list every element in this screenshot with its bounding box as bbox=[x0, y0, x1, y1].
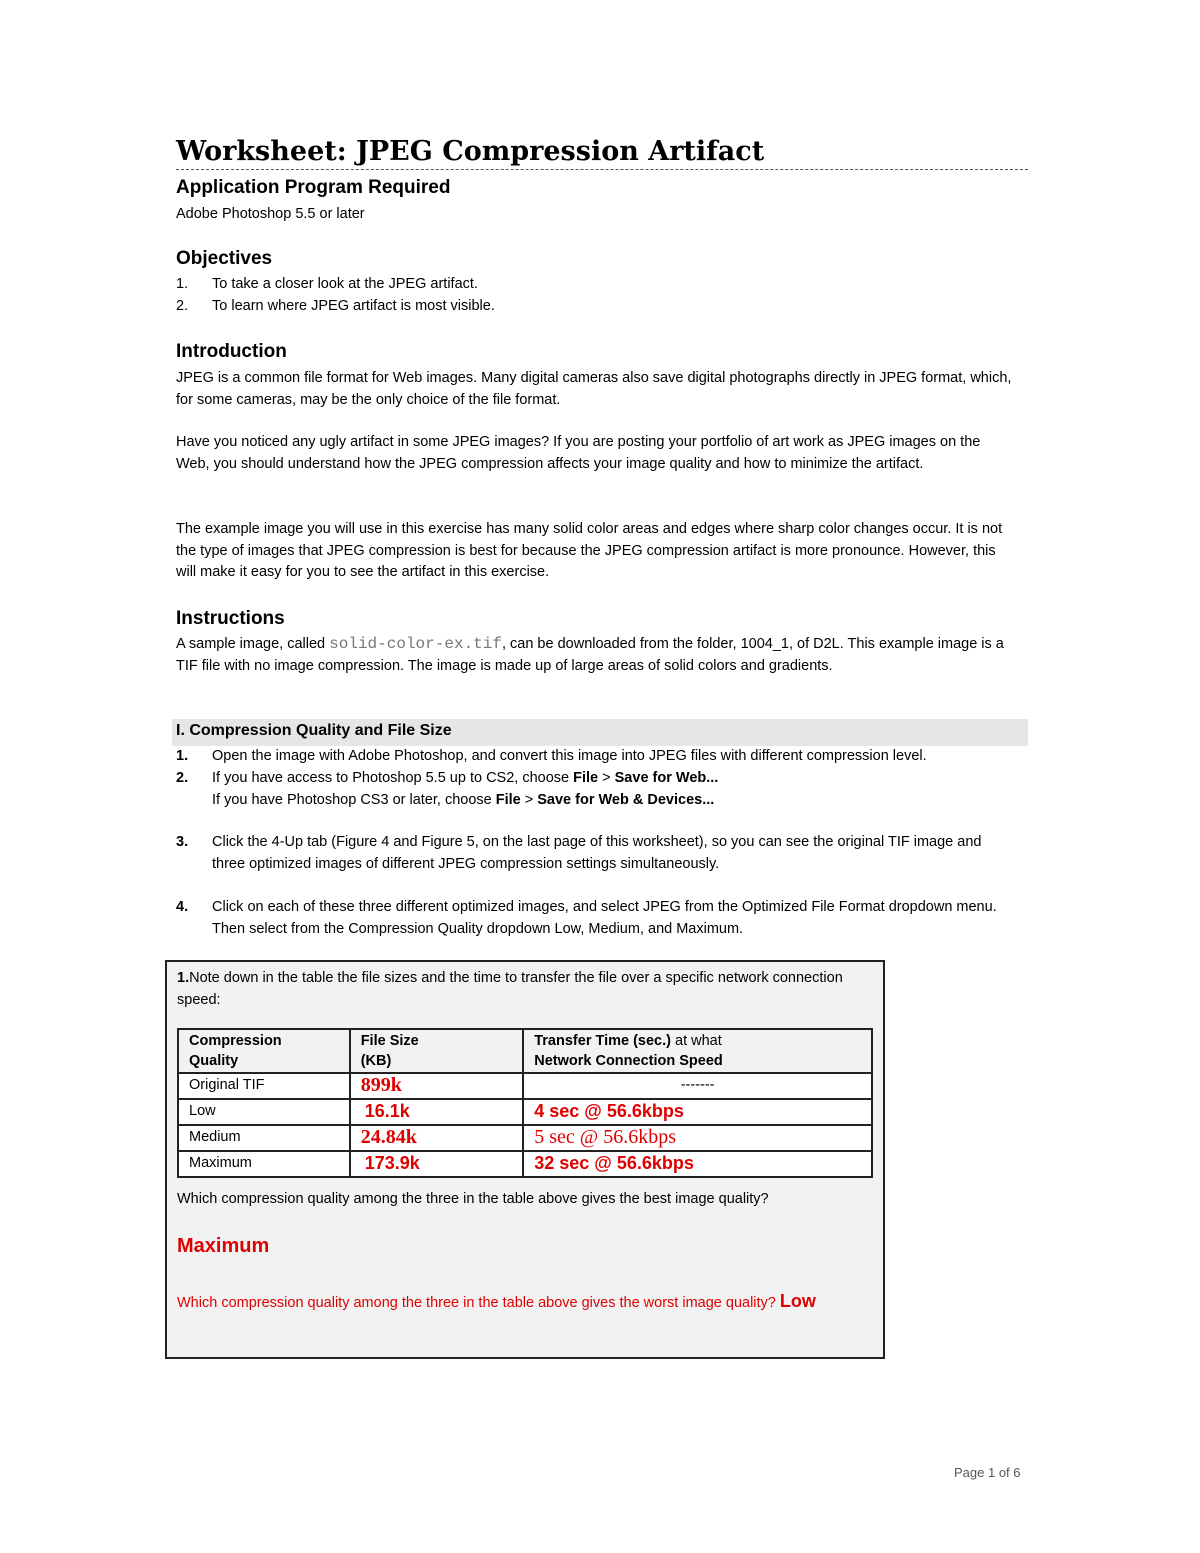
time-answer: 5 sec @ 56.6kbps bbox=[534, 1126, 676, 1148]
size-cell bbox=[350, 1151, 524, 1177]
question-number: 1. bbox=[177, 970, 190, 986]
table-row bbox=[178, 1125, 872, 1151]
quality-cell: Low bbox=[178, 1099, 350, 1125]
table-row bbox=[178, 1151, 872, 1177]
intro-paragraph: Have you noticed any ugly artifact in some JPEG images? If you are posting your portfolio of art work as JPEG images on the Web, you should understand how the JPEG compression affects your image quality and how to minimize the artifact. bbox=[176, 434, 981, 472]
time-cell bbox=[523, 1099, 872, 1125]
size-answer: 24.84k bbox=[360, 1126, 417, 1148]
time-cell bbox=[523, 1151, 872, 1177]
quality-cell: Original TIF bbox=[178, 1073, 350, 1099]
table-header-row bbox=[178, 1029, 872, 1073]
quality-cell: Maximum bbox=[178, 1151, 350, 1177]
objective-number: 2. bbox=[176, 298, 189, 314]
instructions-heading: Instructions bbox=[176, 608, 285, 629]
answer-worst: Low bbox=[779, 1291, 816, 1311]
menu-save-for-web: Save for Web... bbox=[614, 770, 719, 786]
objective-text: To learn where JPEG artifact is most visible. bbox=[212, 298, 495, 314]
time-answer: 32 sec @ 56.6kbps bbox=[534, 1153, 694, 1173]
step-number: 1. bbox=[176, 748, 189, 764]
step-text: Click on each of these three different optimized images, and select JPEG from the Optimized File Format dropdown menu. Then select from the Compression Quality dropdown Low, Medium, and Maximum. bbox=[212, 899, 997, 937]
header-text: File Size bbox=[360, 1033, 419, 1049]
table-row bbox=[178, 1073, 872, 1099]
header-cell bbox=[178, 1029, 350, 1073]
objective-text: To take a closer look at the JPEG artifact. bbox=[212, 276, 478, 292]
step-text-part: > bbox=[520, 791, 538, 808]
worksheet-title: Worksheet: JPEG Compression Artifact bbox=[176, 136, 1028, 170]
header-text: (KB) bbox=[360, 1053, 392, 1069]
header-text: Network Connection Speed bbox=[534, 1053, 723, 1069]
time-answer: 4 sec @ 56.6kbps bbox=[534, 1101, 684, 1121]
app-program-heading: Application Program Required bbox=[176, 177, 451, 198]
header-text: Transfer Time (sec.) bbox=[534, 1033, 671, 1049]
header-cell bbox=[523, 1029, 872, 1073]
instructions-paragraph bbox=[176, 634, 1016, 677]
intro-paragraph: The example image you will use in this exercise has many solid color areas and edges where sharp color changes occur. It is not the type of images that JPEG compression is best for because the JPEG compression artifact is more pronounce. However, this will make it easy for you to see the artifact in this exercise. bbox=[176, 521, 1003, 580]
section-title: I. Compression Quality and File Size bbox=[176, 722, 452, 739]
time-cell: ------- bbox=[523, 1073, 872, 1099]
introduction-heading: Introduction bbox=[176, 341, 287, 362]
step-number: 2. bbox=[176, 770, 189, 786]
menu-save-for-web-devices: Save for Web & Devices... bbox=[537, 791, 715, 808]
time-cell bbox=[523, 1125, 872, 1151]
size-answer: 16.1k bbox=[364, 1101, 410, 1121]
results-table bbox=[177, 1028, 873, 1178]
question-worst bbox=[177, 1291, 867, 1315]
header-cell bbox=[350, 1029, 524, 1073]
objectives-heading: Objectives bbox=[176, 248, 273, 269]
question-best: Which compression quality among the three in the table above gives the best image quality? bbox=[177, 1191, 769, 1207]
question-box bbox=[165, 960, 885, 1359]
quality-cell: Medium bbox=[178, 1125, 350, 1151]
instructions-text: , can be downloaded from the folder, 1004_1, of D2L. This example image is a TIF file with no image compression. The image is made up of large areas of solid colors and gradients. bbox=[176, 636, 1004, 674]
objective-number: 1. bbox=[176, 276, 189, 292]
app-program-text: Adobe Photoshop 5.5 or later bbox=[176, 206, 365, 222]
menu-file: File bbox=[495, 791, 521, 808]
step-number: 4. bbox=[176, 899, 189, 915]
size-cell bbox=[350, 1099, 524, 1125]
size-answer: 899k bbox=[360, 1074, 402, 1096]
step-text-part: > bbox=[598, 770, 615, 786]
size-cell bbox=[350, 1125, 524, 1151]
table-row bbox=[178, 1099, 872, 1125]
step-text: Click the 4-Up tab (Figure 4 and Figure 5, on the last page of this worksheet), so you can see the original TIF image and three optimized images of different JPEG compression settings simultaneously. bbox=[212, 834, 982, 872]
instructions-text: A sample image, called bbox=[176, 636, 330, 652]
step-number: 3. bbox=[176, 834, 189, 850]
size-cell bbox=[350, 1073, 524, 1099]
header-text: Compression bbox=[189, 1033, 282, 1049]
header-text: Quality bbox=[189, 1053, 239, 1069]
step-text: Open the image with Adobe Photoshop, and convert this image into JPEG files with different compression level. bbox=[212, 748, 927, 764]
header-text: at what bbox=[670, 1033, 722, 1049]
sample-filename: solid-color-ex.tif bbox=[329, 635, 502, 653]
question-intro bbox=[177, 968, 867, 1011]
page-number: Page 1 of 6 bbox=[954, 1465, 1021, 1480]
question-text: Note down in the table the file sizes and the time to transfer the file over a specific network connection speed: bbox=[177, 970, 843, 1008]
section-bar bbox=[172, 719, 1028, 746]
step-text-part: If you have access to Photoshop 5.5 up to CS2, choose bbox=[212, 770, 574, 786]
step-text bbox=[212, 768, 1016, 811]
menu-file: File bbox=[573, 770, 599, 786]
step-text-part: If you have Photoshop CS3 or later, choose bbox=[212, 791, 496, 808]
intro-paragraph: JPEG is a common file format for Web images. Many digital cameras also save digital photographs directly in JPEG format, which, for some cameras, may be the only choice of the file format. bbox=[176, 370, 1012, 408]
answer-best: Maximum bbox=[177, 1235, 270, 1257]
size-answer: 173.9k bbox=[364, 1153, 420, 1173]
question-worst-text: Which compression quality among the three in the table above gives the worst image quality? bbox=[177, 1295, 776, 1311]
